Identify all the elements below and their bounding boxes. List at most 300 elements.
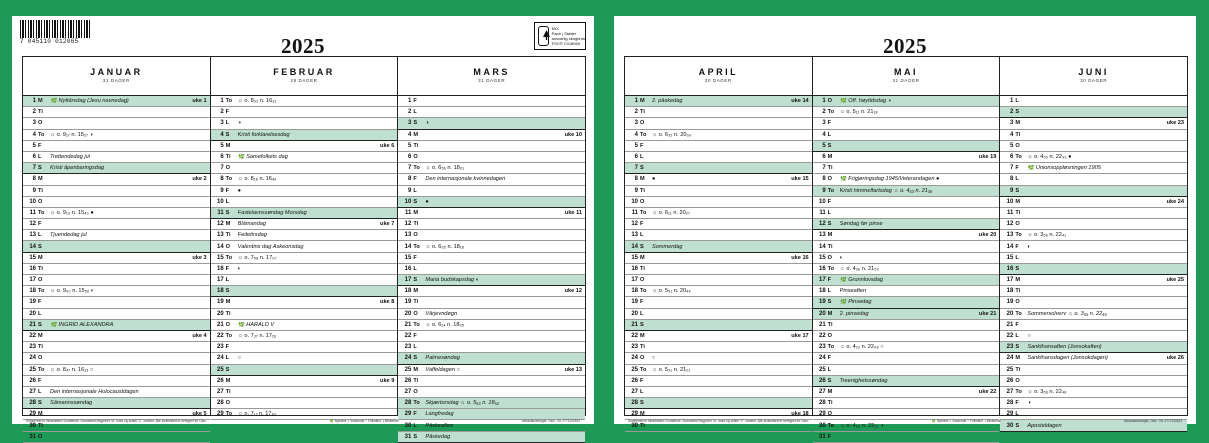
weekday: S — [1015, 109, 1020, 116]
day-row — [625, 253, 812, 264]
day-row — [813, 432, 1000, 443]
day-number: 28 — [818, 400, 826, 407]
day-row — [1000, 130, 1187, 141]
weekday: To — [225, 333, 233, 340]
month-header — [813, 57, 1000, 96]
day-number: 19 — [404, 299, 412, 306]
day-number: 27 — [216, 388, 224, 395]
day-row — [23, 297, 210, 308]
weekday: L — [827, 209, 832, 216]
weekday: M — [827, 232, 833, 239]
day-row — [398, 398, 585, 409]
weekday: O — [38, 433, 43, 440]
weekday: S — [413, 120, 418, 127]
weekday: S — [413, 433, 418, 440]
weekday: F — [640, 221, 644, 228]
day-event: Aposteldagen — [1027, 422, 1062, 429]
day-number: 10 — [216, 198, 224, 205]
day-number: 23 — [631, 344, 638, 351]
week-number: uke 4 — [192, 333, 207, 340]
weekday: F — [413, 254, 417, 261]
day-row — [1000, 141, 1187, 152]
day-row — [23, 219, 210, 230]
day-number: 7 — [220, 165, 224, 172]
day-event: ☼ o. 3₅₆ n. 22₄₁ — [1027, 232, 1067, 239]
weekday: L — [640, 154, 644, 161]
day-row — [1000, 241, 1187, 252]
day-number: 21 — [818, 321, 826, 328]
day-number: 17 — [404, 277, 412, 284]
weekday: F — [827, 355, 832, 362]
calendar-sheet-left — [12, 16, 594, 440]
day-event: ● — [425, 198, 429, 205]
day-row — [813, 186, 1000, 197]
day-number: 23 — [404, 344, 412, 351]
day-row — [1000, 174, 1187, 185]
day-event: ☼ o. 8₁₈ n. 16₄₉ — [237, 176, 277, 183]
day-row — [625, 219, 812, 230]
day-row — [23, 331, 210, 342]
day-number: 8 — [822, 176, 826, 183]
day-number: 11 — [819, 209, 826, 216]
day-event: ◐ — [839, 254, 844, 261]
day-number: 11 — [631, 209, 638, 216]
day-number: 15 — [631, 254, 638, 261]
day-number: 18 — [216, 288, 224, 295]
week-number: uke 25 — [1166, 277, 1185, 284]
weekday: To — [38, 131, 45, 138]
weekday: L — [827, 131, 832, 138]
day-row — [398, 264, 585, 275]
day-row — [398, 152, 585, 163]
day-row — [813, 331, 1000, 342]
weekday: F — [1015, 243, 1019, 250]
fsc-line: MIX — [551, 26, 559, 31]
day-row — [625, 264, 812, 275]
day-row — [625, 376, 812, 387]
day-row — [398, 342, 585, 353]
day-row — [398, 118, 585, 129]
day-row — [23, 130, 210, 141]
day-number: 11 — [405, 209, 412, 216]
day-row — [23, 96, 210, 107]
weekday: Ti — [1015, 209, 1021, 216]
day-row — [398, 130, 585, 141]
day-number: 9 — [822, 187, 826, 194]
day-number: 27 — [818, 388, 826, 395]
day-row — [398, 253, 585, 264]
day-row — [1000, 353, 1187, 364]
day-number: 23 — [216, 344, 224, 351]
day-row — [23, 141, 210, 152]
day-event: ☼ o. 7₁₇ n. 17₄₃ — [237, 411, 277, 418]
day-number: 18 — [404, 288, 412, 295]
weekday: F — [640, 299, 644, 306]
fsc-line: FSC® C018069 — [551, 41, 580, 46]
weekday: L — [640, 388, 644, 395]
day-number: 24 — [818, 355, 826, 362]
day-row — [813, 208, 1000, 219]
day-number: 29 — [818, 411, 826, 418]
day-number: 6 — [220, 154, 224, 161]
day-event: Valentins dag Askeonsdag — [237, 243, 304, 250]
day-row — [1000, 96, 1187, 107]
day-number: 15 — [1006, 254, 1014, 261]
weekday: Ti — [827, 243, 833, 250]
year-title-right: 2025 — [883, 34, 927, 58]
day-row — [625, 353, 812, 364]
day-number: 11 — [1007, 209, 1014, 216]
weekday: S — [413, 355, 418, 362]
day-row — [398, 96, 585, 107]
weekday: F — [827, 198, 832, 205]
weekday: L — [640, 310, 644, 317]
weekday: L — [413, 422, 417, 429]
weekday: F — [640, 377, 644, 384]
week-number: uke 20 — [978, 232, 997, 239]
week-number: uke 17 — [791, 333, 809, 340]
week-number: uke 18 — [791, 411, 809, 418]
weekday: L — [413, 265, 417, 272]
day-number: 23 — [29, 344, 36, 351]
weekday: M — [640, 411, 645, 418]
day-row — [813, 264, 1000, 275]
day-row — [625, 342, 812, 353]
day-number: 19 — [216, 299, 224, 306]
footer-note: Sommertid er innarbeidet i kl.slettene. Sommertid begynner 31. mars og slutter 27. oktober. Alle klokkeslett er beregnet for Oslo. — [628, 419, 809, 423]
weekday: Ti — [38, 422, 43, 429]
day-number: 11 — [29, 209, 36, 216]
day-number: 21 — [1006, 321, 1014, 328]
day-event: 🌿 Samefolkets dag — [237, 154, 288, 161]
day-row — [23, 197, 210, 208]
day-row — [211, 365, 398, 376]
day-number: 3 — [32, 120, 36, 127]
weekday: F — [225, 344, 230, 351]
month-name: MARS — [473, 67, 510, 77]
day-number: 28 — [404, 400, 412, 407]
day-number: 1 — [408, 98, 412, 105]
weekday: L — [38, 388, 42, 395]
day-event: Sommersolverv ☼ o. 3₅₅ n. 22₄₄ — [1027, 310, 1107, 317]
weekday: O — [38, 355, 43, 362]
weekday: To — [413, 400, 420, 407]
week-number: uke 16 — [791, 254, 809, 261]
day-row — [398, 275, 585, 286]
weekday: F — [640, 142, 644, 149]
weekday: O — [38, 120, 43, 127]
weekday: O — [413, 154, 418, 161]
weekday: Ti — [640, 109, 645, 116]
day-number: 28 — [1006, 400, 1014, 407]
day-number: 27 — [29, 388, 36, 395]
day-number: 12 — [1006, 221, 1014, 228]
week-number: uke 15 — [791, 176, 809, 183]
day-event: Kristi forklarelsesdag — [237, 131, 290, 138]
day-number: 4 — [1010, 131, 1014, 138]
day-number: 17 — [631, 277, 638, 284]
day-row — [211, 398, 398, 409]
day-event: Vaffeldagen ○ — [425, 366, 460, 373]
weekday: Ti — [640, 344, 645, 351]
weekday: F — [413, 333, 417, 340]
day-number: 18 — [29, 288, 36, 295]
weekday: L — [225, 120, 230, 127]
year-title-left: 2025 — [281, 34, 325, 58]
day-row — [1000, 163, 1187, 174]
day-number: 25 — [216, 366, 224, 373]
weekday: O — [1015, 299, 1020, 306]
weekday: M — [225, 377, 231, 384]
day-number: 23 — [818, 344, 826, 351]
weekday: Ti — [413, 142, 419, 149]
day-row — [23, 208, 210, 219]
weekday: L — [1015, 176, 1019, 183]
day-number: 31 — [29, 433, 36, 440]
weekday: M — [827, 310, 833, 317]
day-row — [23, 152, 210, 163]
weekday: F — [827, 120, 832, 127]
day-event: ☼ o. 4₂₂ n. 22₀₈ ○ — [839, 344, 884, 351]
day-number: 14 — [1006, 243, 1014, 250]
day-number: 3 — [822, 120, 826, 127]
day-row — [211, 241, 398, 252]
day-row — [211, 208, 398, 219]
day-row — [23, 264, 210, 275]
day-row — [211, 309, 398, 320]
day-event: Treenighetssøndag — [839, 377, 888, 384]
day-event: ☼ o. 5₅₁ n. 20₄₄ — [652, 288, 691, 295]
day-event: ◑ — [425, 120, 429, 127]
weekday: L — [1015, 333, 1019, 340]
day-event: ☼ o. 8₃₃ n. 16₃₁ — [237, 98, 277, 105]
weekday: F — [1015, 400, 1019, 407]
weekday: M — [225, 299, 231, 306]
footer-note: Sommertid er innarbeidet i kl.slettene. Sommertid begynner 31. mars og slutter 27. oktober. Alle klokkeslett er beregnet for Oslo. — [26, 419, 207, 423]
day-row — [813, 342, 1000, 353]
day-number: 23 — [1006, 344, 1014, 351]
day-event: ☼ o. 9₀₀ n. 15₅₆ ◐ — [50, 288, 95, 295]
day-number: 16 — [216, 265, 224, 272]
weekday: To — [413, 321, 420, 328]
day-row — [23, 320, 210, 331]
day-number: 12 — [404, 221, 412, 228]
day-event: Pinseaften — [839, 288, 867, 295]
day-row — [211, 219, 398, 230]
day-number: 13 — [631, 232, 638, 239]
weekday: L — [1015, 98, 1019, 105]
day-event: Kristi himmelfartsdag ☼ o. 4₅₃ n. 21₃₆ — [839, 187, 933, 194]
weekday: F — [38, 142, 42, 149]
day-number: 14 — [818, 243, 826, 250]
weekday: To — [640, 366, 647, 373]
day-row — [1000, 118, 1187, 129]
day-event: Blåmandag — [237, 221, 266, 228]
week-number: uke 21 — [978, 310, 997, 317]
day-row — [1000, 275, 1187, 286]
month-name: JANUAR — [90, 67, 143, 77]
weekday: Ti — [1015, 366, 1021, 373]
weekday: L — [827, 366, 832, 373]
day-row — [1000, 197, 1187, 208]
week-number: uke 12 — [564, 288, 583, 295]
weekday: To — [640, 288, 647, 295]
weekday: Ti — [1015, 131, 1021, 138]
day-event: ● — [237, 187, 242, 194]
week-number: uke 14 — [791, 98, 809, 105]
day-number: 4 — [822, 131, 826, 138]
day-event: ◐ — [237, 265, 242, 272]
day-event: Såmannssøndag — [50, 400, 93, 407]
weekday: Ti — [225, 310, 231, 317]
day-number: 2 — [822, 109, 826, 116]
weekday: S — [225, 366, 230, 373]
day-row — [211, 353, 398, 364]
day-event: ☼ o. 7₃₇ n. 17₂₆ — [237, 333, 277, 340]
day-row — [625, 309, 812, 320]
weekday: S — [1015, 422, 1020, 429]
day-row — [1000, 387, 1187, 398]
weekday: M — [1015, 277, 1021, 284]
day-event: Sankthansdagen (Jonsokdagen) — [1027, 355, 1108, 362]
day-number: 27 — [631, 388, 638, 395]
weekday: To — [640, 131, 647, 138]
day-row — [23, 107, 210, 118]
weekday: M — [640, 254, 645, 261]
weekday: M — [38, 254, 43, 261]
day-number: 22 — [818, 333, 826, 340]
weekday: F — [413, 176, 417, 183]
day-row — [1000, 186, 1187, 197]
day-row — [211, 387, 398, 398]
day-number: 10 — [631, 198, 638, 205]
day-number: 20 — [216, 310, 224, 317]
day-row — [23, 387, 210, 398]
day-number: 30 — [1006, 422, 1014, 429]
day-row — [23, 118, 210, 129]
day-event: Den internasjonale kvinnedagen — [425, 176, 506, 183]
week-number: uke 24 — [1166, 198, 1185, 205]
day-row — [398, 365, 585, 376]
day-number: 28 — [216, 400, 224, 407]
day-number: 25 — [818, 366, 826, 373]
day-number: 8 — [634, 176, 638, 183]
day-row — [813, 174, 1000, 185]
weekday: F — [1015, 165, 1019, 172]
day-number: 15 — [29, 254, 36, 261]
day-number: 2 — [634, 109, 638, 116]
weekday: To — [225, 98, 233, 105]
day-number: 24 — [216, 355, 224, 362]
day-row — [625, 208, 812, 219]
day-row — [211, 376, 398, 387]
day-number: 13 — [29, 232, 36, 239]
day-row — [211, 118, 398, 129]
day-event: Maria budskapsdag ◐ — [425, 277, 480, 284]
weekday: S — [827, 299, 832, 306]
day-row — [813, 163, 1000, 174]
weekday: O — [413, 232, 418, 239]
month-days-count: 31 DAGER — [892, 78, 920, 83]
day-number: 30 — [818, 422, 826, 429]
weekday: O — [827, 254, 833, 261]
day-number: 5 — [32, 142, 36, 149]
day-event: Den internasjonale Holocaustdagen — [50, 388, 139, 395]
day-number: 29 — [216, 411, 224, 418]
day-event: ☼ o. 6₁₄ n. 18₃₅ — [425, 321, 465, 328]
day-event: ○ — [237, 355, 242, 362]
day-number: 6 — [32, 154, 36, 161]
day-event: 2. påskedag — [652, 98, 683, 105]
day-row — [813, 118, 1000, 129]
day-row — [1000, 219, 1187, 230]
day-row — [398, 186, 585, 197]
weekday: Ti — [640, 422, 645, 429]
day-number: 16 — [818, 265, 826, 272]
weekday: S — [38, 400, 42, 407]
day-row — [625, 96, 812, 107]
day-event: ☼ o. 8₄₇ n. 16₁₃ ○ — [50, 366, 94, 373]
day-row — [211, 275, 398, 286]
weekday: F — [413, 411, 417, 418]
day-number: 22 — [404, 333, 412, 340]
weekday: Ti — [225, 388, 231, 395]
weekday: S — [1015, 265, 1020, 272]
day-number: 22 — [631, 333, 638, 340]
weekday: M — [1015, 198, 1021, 205]
day-event: Fastelavnssøndag Morsdag — [237, 209, 307, 216]
fsc-line: ansvarlig skogbruk — [551, 36, 585, 41]
day-number: 13 — [818, 232, 826, 239]
day-row — [398, 331, 585, 342]
day-row — [625, 230, 812, 241]
week-number: uke 10 — [564, 131, 583, 138]
weekday: M — [413, 209, 419, 216]
day-number: 21 — [404, 321, 412, 328]
weekday: Ti — [225, 232, 231, 239]
weekday: F — [1015, 321, 1019, 328]
day-event: ☼ o. 9₁₇ n. 15₂₇ ◑ — [50, 131, 93, 138]
footer-left — [26, 419, 580, 423]
day-event: Tjuendedag jul — [50, 232, 87, 239]
day-row — [1000, 331, 1187, 342]
day-number: 9 — [408, 187, 412, 194]
weekday: O — [640, 120, 645, 127]
weekday: L — [38, 310, 42, 317]
day-event: ☼ o. 3₅₆ n. 22₄₈ — [1027, 388, 1067, 395]
weekday: O — [38, 198, 43, 205]
day-number: 24 — [1006, 355, 1014, 362]
weekday: M — [413, 131, 419, 138]
month-header — [1000, 57, 1187, 96]
week-number: uke 22 — [978, 388, 997, 395]
day-row — [211, 331, 398, 342]
day-event: Palmesøndag — [425, 355, 460, 362]
weekday: O — [38, 277, 43, 284]
fsc-logo — [534, 22, 586, 50]
day-row — [398, 320, 585, 331]
weekday: Ti — [225, 154, 231, 161]
day-row — [813, 365, 1000, 376]
weekday: S — [640, 321, 644, 328]
month-days-count: 31 DAGER — [478, 78, 506, 83]
day-row — [211, 264, 398, 275]
day-row — [813, 320, 1000, 331]
day-number: 28 — [631, 400, 638, 407]
day-event: ◐ — [1027, 243, 1031, 250]
day-number: 31 — [818, 433, 826, 440]
day-event: ☼ o. 4₃₆ n. 21₅₃ — [839, 265, 879, 272]
